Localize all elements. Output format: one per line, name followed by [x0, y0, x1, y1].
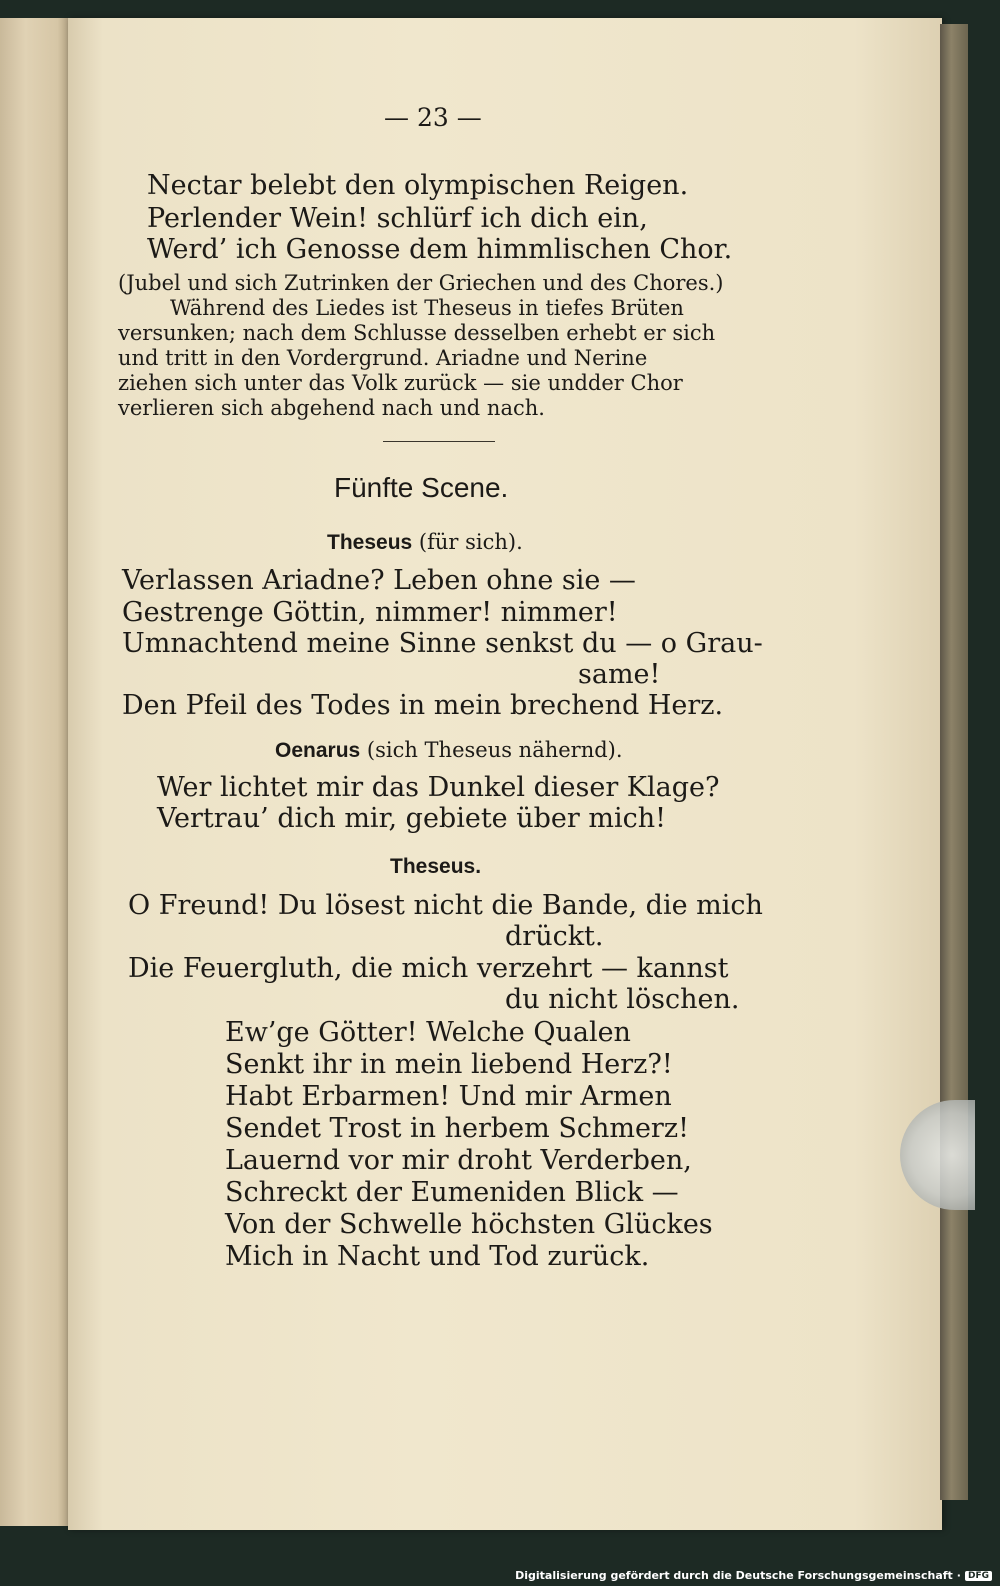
verse-line: Ew’ge Götter! Welche Qualen — [225, 1017, 631, 1048]
stage-direction-line: versunken; nach dem Schlusse desselben erhebt er sich — [118, 321, 716, 345]
speaker-note: (sich Theseus nähernd). — [366, 738, 623, 762]
section-divider — [383, 441, 495, 442]
verse-line: Habt Erbarmen! Und mir Armen — [225, 1081, 672, 1112]
dfg-logo-icon: DFG — [965, 1571, 992, 1581]
speaker-heading — [390, 854, 481, 879]
verse-line: Sendet Trost in herbem Schmerz! — [225, 1113, 689, 1144]
verse-line: Lauernd vor mir droht Verderben, — [225, 1145, 692, 1176]
verse-line: Schreckt der Eumeniden Blick — — [225, 1177, 679, 1208]
speech-line: Den Pfeil des Todes in mein brechend Herz. — [122, 690, 724, 721]
speech-line: Vertrau’ dich mir, gebiete über mich! — [157, 803, 666, 834]
credit-text: Digitalisierung gefördert durch die Deutsche Forschungsgemeinschaft — [515, 1569, 953, 1582]
speech-line: Umnachtend meine Sinne senkst du — o Grau- — [122, 628, 763, 659]
verse-line: Nectar belebt den olympischen Reigen. — [147, 170, 689, 201]
speaker-heading — [327, 530, 523, 555]
speaker-name: Theseus — [327, 531, 413, 554]
verse-line: Mich in Nacht und Tod zurück. — [225, 1241, 650, 1272]
stage-direction-line: und tritt in den Vordergrund. Ariadne und Nerine — [118, 346, 648, 370]
speech-line: O Freund! Du lösest nicht die Bande, die mich — [128, 890, 763, 921]
speech-line: Wer lichtet mir das Dunkel dieser Klage? — [157, 772, 720, 803]
verse-line: Von der Schwelle höchsten Glückes — [225, 1209, 713, 1240]
stage-direction-line: (Jubel und sich Zutrinken der Griechen und des Chores.) — [118, 271, 724, 295]
speech-line: drückt. — [505, 921, 604, 952]
digitization-credit: Digitalisierung gefördert durch die Deutsche Forschungsgemeinschaft · DFG — [515, 1569, 992, 1582]
verse-line: Werd’ ich Genosse dem himmlischen Chor. — [147, 234, 733, 265]
speech-line: du nicht löschen. — [505, 984, 740, 1015]
speech-line: same! — [578, 659, 661, 690]
left-page-edge — [0, 18, 72, 1526]
speaker-name: Oenarus — [275, 739, 361, 762]
speech-line: Verlassen Ariadne? Leben ohne sie — — [122, 565, 636, 596]
stage-direction-line: Während des Liedes ist Theseus in tiefes Brüten — [170, 296, 684, 320]
speech-line: Die Feuergluth, die mich verzehrt — kannst — [128, 953, 729, 984]
stage-direction-line: verlieren sich abgehend nach und nach. — [118, 396, 545, 420]
verse-line: Senkt ihr in mein liebend Herz?! — [225, 1049, 673, 1080]
speech-line: Gestrenge Göttin, nimmer! nimmer! — [122, 597, 618, 628]
speaker-heading — [275, 738, 623, 763]
stage-direction-line: ziehen sich unter das Volk zurück — sie undder Chor — [118, 371, 683, 395]
verse-line: Perlender Wein! schlürf ich dich ein, — [147, 203, 648, 234]
page-stack-edge — [940, 24, 968, 1500]
speaker-name: Theseus. — [390, 855, 482, 878]
scene-title: Fünfte Scene. — [334, 472, 509, 503]
page-number: — 23 — — [384, 103, 482, 132]
speaker-note: (für sich). — [418, 530, 523, 554]
